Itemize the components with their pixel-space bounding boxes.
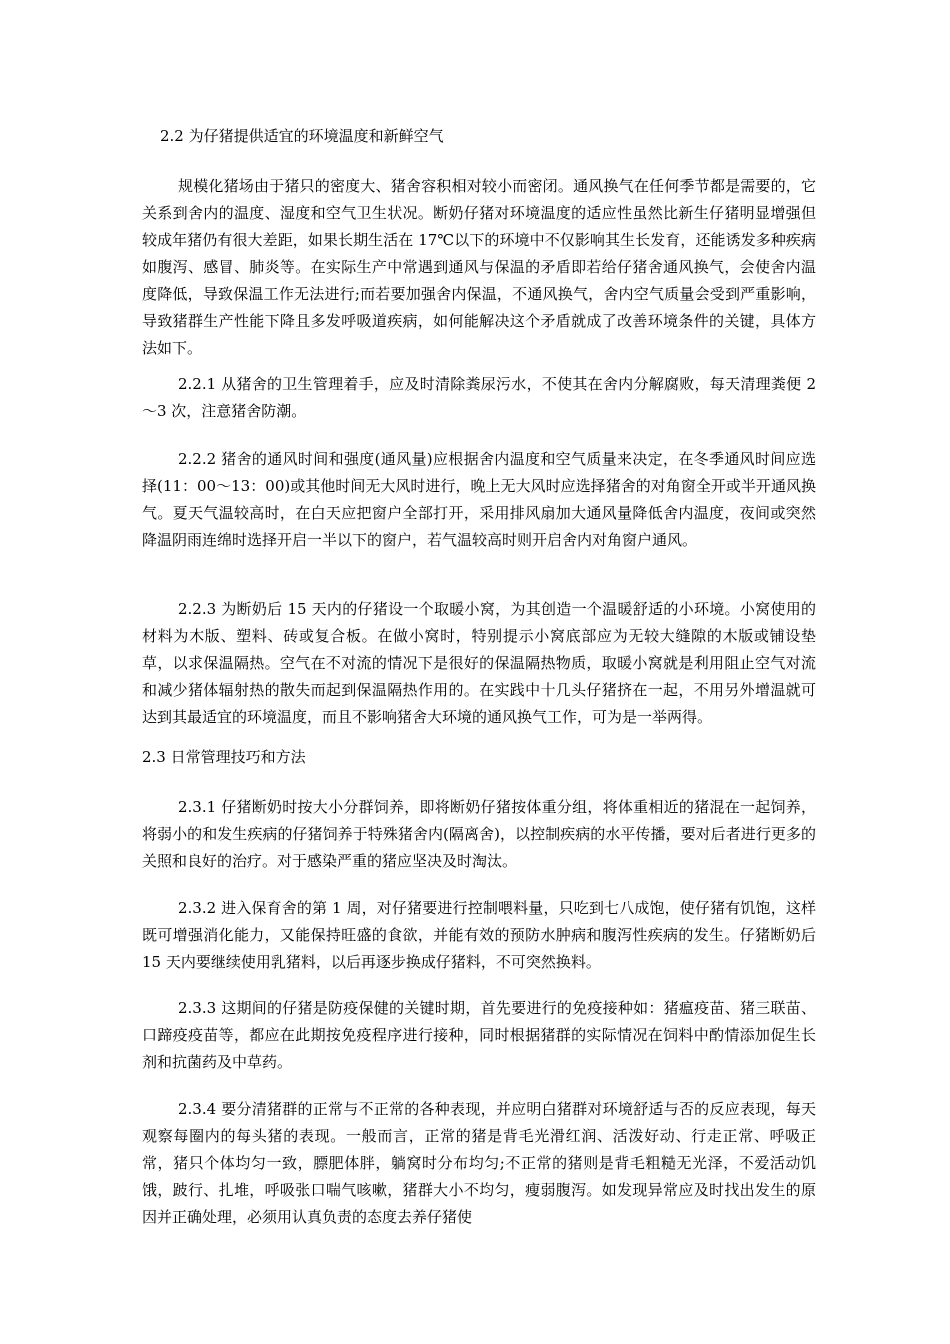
paragraph-2-2-3: 2.2.3 为断奶后 15 天内的仔猪设一个取暖小窝，为其创造一个温暖舒适的小环境。小窝使用的材料为木版、塑料、砖或复合板。在做小窝时，特别提示小窝底部应为无较大缝隙的木版或铺设垫草，以求保温隔热。空气在不对流的情况下是很好的保温隔热物质，取暖小窝就是利用阻止空气对流和减少猪体辐射热的散失而起到保温隔热作用的。在实践中十几头仔猪挤在一起，不用另外增温就可达到其最适宜的环境温度，而且不影响猪舍大环境的通风换气工作，可为是一举两得。 [142,600,816,726]
section-heading-2-2: 2.2 为仔猪提供适宜的环境温度和新鲜空气 [160,127,444,145]
paragraph-2-2-2: 2.2.2 猪舍的通风时间和强度(通风量)应根据舍内温度和空气质量来决定，在冬季通风时间应选择(11：00～13：00)或其他时间无大风时进行，晚上无大风时应选择猪舍的对角窗全开或半开通风换气。夏天气温较高时，在白天应把窗户全部打开，采用排风扇加大通风量降低舍内温度，夜间或突然降温阴雨连绵时选择开启一半以下的窗户，若气温较高时则开启舍内对角窗户通风。 [142,450,816,549]
paragraph-2-3-1: 2.3.1 仔猪断奶时按大小分群饲养，即将断奶仔猪按体重分组，将体重相近的猪混在一起饲养，将弱小的和发生疾病的仔猪饲养于特殊猪舍内(隔离舍)，以控制疾病的水平传播，要对后者进行更多的关照和良好的治疗。对于感染严重的猪应坚决及时淘汰。 [142,798,816,870]
paragraph-2-3-4: 2.3.4 要分清猪群的正常与不正常的各种表现，并应明白猪群对环境舒适与否的反应表现，每天观察每圈内的每头猪的表现。一般而言，正常的猪是背毛光滑红润、活泼好动、行走正常、呼吸正常，猪只个体均匀一致，膘肥体胖，躺窝时分布均匀;不正常的猪则是背毛粗糙无光泽，不爱活动饥饿，跛行、扎堆，呼吸张口喘气咳嗽，猪群大小不均匀，瘦弱腹泻。如发现异常应及时找出发生的原因并正确处理，必须用认真负责的态度去养仔猪使 [142,1100,816,1226]
paragraph-2-3-2: 2.3.2 进入保育舍的第 1 周，对仔猪要进行控制喂料量，只吃到七八成饱，使仔猪有饥饱，这样既可增强消化能力，又能保持旺盛的食欲，并能有效的预防水肿病和腹泻性疾病的发生。仔猪断奶后 15 天内要继续使用乳猪料，以后再逐步换成仔猪料，不可突然换料。 [142,899,816,971]
paragraph-intro: 规模化猪场由于猪只的密度大、猪舍容积相对较小而密闭。通风换气在任何季节都是需要的，它关系到舍内的温度、湿度和空气卫生状况。断奶仔猪对环境温度的适应性虽然比新生仔猪明显增强但较成年猪仍有很大差距，如果长期生活在 17℃以下的环境中不仅影响其生长发育，还能诱发多种疾病如腹泻、感冒、肺炎等。在实际生产中常遇到通风与保温的矛盾即若给仔猪舍通风换气，会使舍内温度降低，导致保温工作无法进行;而若要加强舍内保温，不通风换气，舍内空气质量会受到严重影响，导致猪群生产性能下降且多发呼吸道疾病，如何能解决这个矛盾就成了改善环境条件的关键，具体方法如下。 [142,177,816,357]
paragraph-2-2-1: 2.2.1 从猪舍的卫生管理着手，应及时清除粪尿污水，不使其在舍内分解腐败，每天清理粪便 2～3 次，注意猪舍防潮。 [142,375,816,420]
section-heading-2-3: 2.3 日常管理技巧和方法 [142,748,306,766]
paragraph-2-3-3: 2.3.3 这期间的仔猪是防疫保健的关键时期，首先要进行的免疫接种如：猪瘟疫苗、猪三联苗、口蹄疫疫苗等，都应在此期按免疫程序进行接种，同时根据猪群的实际情况在饲料中酌情添加促生长剂和抗菌药及中草药。 [142,999,816,1071]
